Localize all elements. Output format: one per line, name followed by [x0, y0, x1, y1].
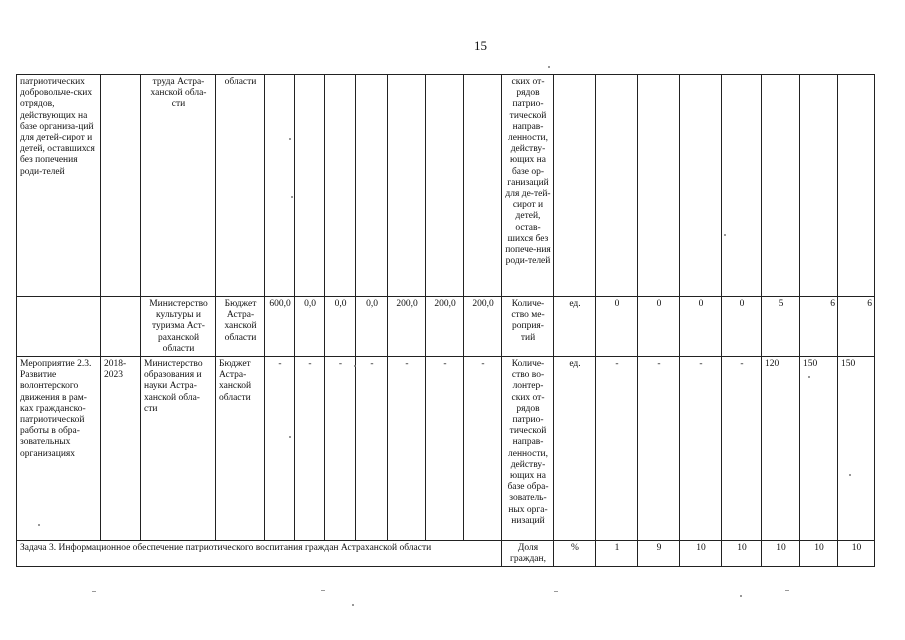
indicator-cell: ских от-рядов патрио-тической направ-ленности, действу-ющих на базе ор-ганизаций для де-тей-сирот и детей, остав-шихся без попече-ния роди-телей — [502, 75, 554, 297]
value-cell: 10 — [800, 541, 838, 567]
funding-cell: - — [356, 357, 388, 541]
scan-speck — [849, 474, 851, 476]
funding-source-cell: Бюджет Астра-ханской области — [216, 357, 265, 541]
funding-cell — [325, 75, 356, 297]
indicator-cell: Количе-ство ме-роприя-тий — [502, 297, 554, 357]
page-number: 15 — [474, 38, 487, 53]
unit-cell: % — [554, 541, 596, 567]
funding-cell — [426, 75, 464, 297]
value-cell — [680, 75, 722, 297]
value-cell: 120 — [762, 357, 800, 541]
scan-speck — [548, 66, 550, 68]
scan-speck — [354, 365, 356, 367]
value-cell: - — [596, 357, 638, 541]
scan-speck — [724, 234, 726, 236]
scan-speck — [291, 196, 293, 198]
funding-cell: 200,0 — [426, 297, 464, 357]
value-cell: - — [680, 357, 722, 541]
value-cell — [722, 75, 762, 297]
table-row — [17, 541, 875, 567]
scan-mark — [554, 591, 558, 592]
value-cell: - — [722, 357, 762, 541]
scan-mark — [785, 590, 789, 591]
value-cell — [762, 75, 800, 297]
value-cell: 5 — [762, 297, 800, 357]
value-cell: 6 — [838, 297, 875, 357]
scan-mark — [92, 591, 96, 592]
period-cell: 2018-2023 — [101, 357, 141, 541]
scan-speck — [808, 376, 810, 378]
funding-cell: 0,0 — [356, 297, 388, 357]
funding-cell — [464, 75, 502, 297]
value-cell: 10 — [838, 541, 875, 567]
value-cell: 0 — [722, 297, 762, 357]
scan-mark — [321, 590, 325, 591]
period-cell — [101, 75, 141, 297]
value-cell: 0 — [680, 297, 722, 357]
unit-cell — [554, 75, 596, 297]
funding-cell — [356, 75, 388, 297]
value-cell — [638, 75, 680, 297]
funding-cell: - — [388, 357, 426, 541]
value-cell: 10 — [680, 541, 722, 567]
funding-cell — [265, 75, 295, 297]
value-cell — [800, 75, 838, 297]
funding-cell: - — [265, 357, 295, 541]
executor-cell: Министерство образования и науки Астра-ханской обла-сти — [141, 357, 216, 541]
funding-cell: - — [464, 357, 502, 541]
value-cell: 10 — [762, 541, 800, 567]
value-cell: 10 — [722, 541, 762, 567]
value-cell: 1 — [596, 541, 638, 567]
program-table — [16, 74, 875, 567]
executor-cell: Министерство культуры и туризма Аст-раханской области — [141, 297, 216, 357]
event-name-cell: патриотических добровольче-ских отрядов, действующих на базе организа-ций для детей-сирот и детей, оставшихся без попечения роди-телей — [17, 75, 101, 297]
indicator-cell: Количе-ство во-лонтер-ских от-рядов патрио-тической направ-ленности, действу-ющих на базе обра-зователь-ных орга-низаций — [502, 357, 554, 541]
table-row — [17, 357, 875, 541]
value-cell — [838, 75, 875, 297]
value-cell: 6 — [800, 297, 838, 357]
unit-cell: ед. — [554, 357, 596, 541]
value-cell: 9 — [638, 541, 680, 567]
scan-speck — [740, 595, 742, 597]
funding-cell — [388, 75, 426, 297]
period-cell — [101, 297, 141, 357]
value-cell: 150 — [800, 357, 838, 541]
scan-speck — [352, 604, 354, 606]
executor-cell: труда Астра-ханской обла-сти — [141, 75, 216, 297]
value-cell: 0 — [638, 297, 680, 357]
table-row — [17, 297, 875, 357]
event-name-cell: Мероприятие 2.3. Развитие волонтерского движения в рам-ках гражданско-патриотической работы в обра-зовательных организациях — [17, 357, 101, 541]
funding-cell: - — [325, 357, 356, 541]
funding-cell: 600,0 — [265, 297, 295, 357]
funding-source-cell: области — [216, 75, 265, 297]
funding-cell: 200,0 — [388, 297, 426, 357]
scan-speck — [289, 436, 291, 438]
task-heading-cell: Задача 3. Информационное обеспечение патриотического воспитания граждан Астраханской области — [17, 541, 502, 567]
funding-cell: - — [426, 357, 464, 541]
funding-cell: 200,0 — [464, 297, 502, 357]
funding-cell: 0,0 — [295, 297, 325, 357]
funding-cell — [295, 75, 325, 297]
value-cell: - — [638, 357, 680, 541]
unit-cell: ед. — [554, 297, 596, 357]
funding-cell: 0,0 — [325, 297, 356, 357]
scan-speck — [38, 524, 40, 526]
funding-source-cell: Бюджет Астра-ханской области — [216, 297, 265, 357]
value-cell — [596, 75, 638, 297]
value-cell: 0 — [596, 297, 638, 357]
scan-speck — [289, 138, 291, 140]
funding-cell: - — [295, 357, 325, 541]
indicator-cell: Доля граждан, — [502, 541, 554, 567]
table-row — [17, 75, 875, 297]
event-name-cell — [17, 297, 101, 357]
value-cell: 150 — [838, 357, 875, 541]
